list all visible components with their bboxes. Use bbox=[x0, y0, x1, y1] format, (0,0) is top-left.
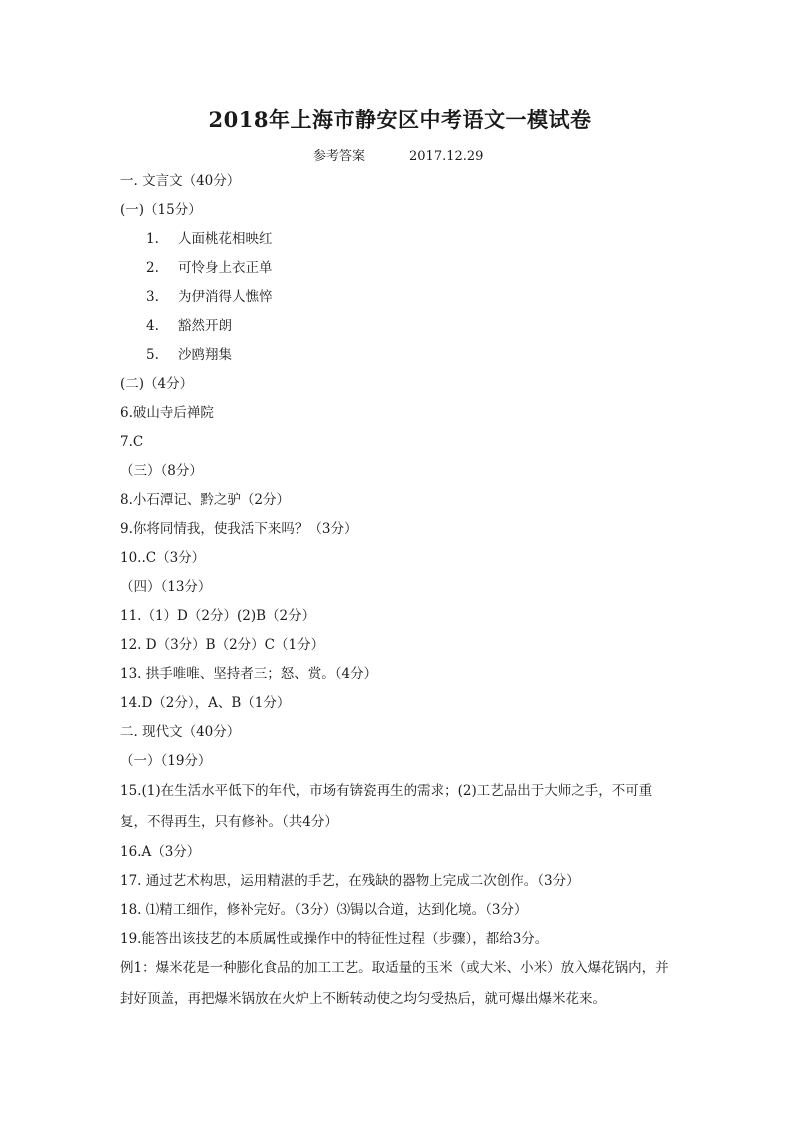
answer-line: 9.你将同情我，使我活下来吗？（3分） bbox=[120, 521, 358, 537]
item-text: 沙鸥翔集 bbox=[178, 347, 232, 363]
item-text: 豁然开朗 bbox=[178, 318, 232, 334]
answer-line: 封好顶盖，再把爆米锅放在火炉上不断转动使之均匀受热后，就可爆出爆米花来。 bbox=[120, 991, 606, 1007]
answer-item bbox=[146, 346, 716, 364]
answer-item bbox=[146, 259, 716, 277]
answer-line: 17. 通过艺术构思，运用精湛的手艺，在残缺的器物上完成二次创作。（3分） bbox=[120, 873, 580, 889]
section-heading: 一. 文言文（40分） bbox=[120, 173, 241, 189]
date-text: 2017.12.29 bbox=[409, 149, 484, 164]
section-heading: 二. 现代文（40分） bbox=[120, 724, 241, 740]
answer-line: 12. D（3分）B（2分）C（1分） bbox=[120, 637, 325, 653]
answer-line: 6.破山寺后禅院 bbox=[120, 405, 214, 421]
item-text: 人面桃花相映红 bbox=[178, 231, 273, 247]
item-number: 4. bbox=[146, 318, 159, 334]
subsection-heading: (二)（4分） bbox=[120, 376, 194, 392]
item-text: 为伊消得人憔悴 bbox=[178, 289, 273, 305]
page-title: 2018年上海市静安区中考语文一模试卷 bbox=[208, 107, 592, 132]
item-text: 可怜身上衣正单 bbox=[178, 260, 273, 276]
answer-key-label: 参考答案 bbox=[313, 149, 366, 164]
subsection-heading: （四）（13分） bbox=[120, 579, 212, 595]
answer-item bbox=[146, 230, 716, 248]
answer-line: 14.D（2分），A、B（1分） bbox=[120, 695, 291, 711]
item-number: 2. bbox=[146, 260, 159, 276]
answer-line: 18. ⑴精工细作，修补完好。（3分）⑶锔以合道，达到化境。（3分） bbox=[120, 902, 528, 918]
answer-line: 7.C bbox=[120, 434, 144, 450]
item-number: 1. bbox=[146, 231, 159, 247]
answer-line: 例1：爆米花是一种膨化食品的加工工艺。取适量的玉米（或大米、小米）放入爆花锅内，并 bbox=[120, 960, 669, 976]
answer-item bbox=[146, 288, 716, 306]
subsection-heading: (一)（15分） bbox=[120, 202, 202, 218]
answer-line: 复，不得再生，只有修补。（共4分） bbox=[120, 814, 338, 830]
subsection-heading: （三）（8分） bbox=[120, 463, 203, 479]
answer-line: 19.能答出该技艺的本质属性或操作中的特征性过程（步骤），都给3分。 bbox=[120, 931, 549, 947]
subsection-heading: （一）（19分） bbox=[120, 753, 212, 769]
item-number: 5. bbox=[146, 347, 159, 363]
subtitle bbox=[313, 145, 483, 164]
answer-item bbox=[146, 317, 716, 335]
answer-line: 13. 拱手唯唯、坚持者三；怒、赏。（4分） bbox=[120, 666, 378, 682]
answer-line: 10..C（3分） bbox=[120, 550, 206, 566]
answer-line: 15.(1)在生活水平低下的年代，市场有锛瓷再生的需求；(2)工艺品出于大师之手，不可重 bbox=[120, 783, 653, 799]
item-number: 3. bbox=[146, 289, 159, 305]
answer-line: 8.小石潭记、黔之驴（2分） bbox=[120, 492, 290, 508]
answer-line: 11.（1）D（2分）(2)B（2分） bbox=[120, 608, 316, 624]
answer-line: 16.A（3分） bbox=[120, 844, 201, 860]
